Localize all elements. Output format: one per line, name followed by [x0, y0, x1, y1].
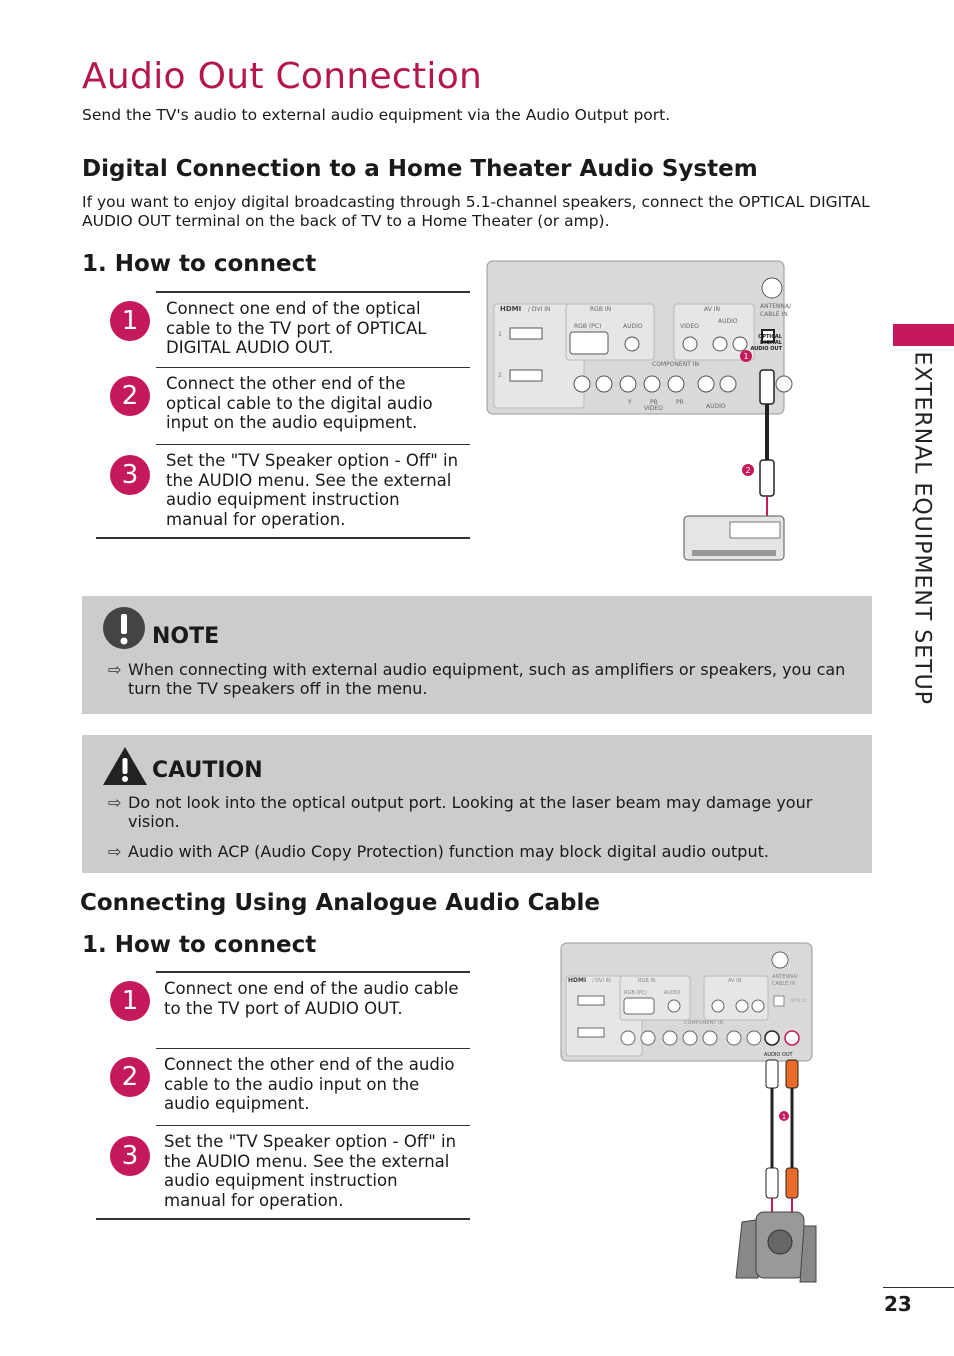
note-heading: NOTE	[152, 624, 220, 649]
optical-plug-device	[760, 460, 774, 496]
rca-plug-white	[766, 1060, 778, 1088]
arrow-icon: ⇨	[108, 793, 122, 812]
analogue-step-3	[121, 1125, 470, 1218]
digital-heading: Digital Connection to a Home Theater Audio System	[82, 156, 758, 182]
optical-connection-diagram	[486, 260, 792, 570]
note-box	[82, 596, 872, 714]
step-text: Set the "TV Speaker option - Off" in the AUDIO menu. See the external audio equipment instruction manual for operation.	[164, 1132, 457, 1210]
digital-intro: If you want to enjoy digital broadcasting through 5.1-channel speakers, connect the OPTICAL DIGITAL AUDIO OUT terminal on the back of TV to a Home Theater (or amp).	[82, 193, 870, 230]
port-number: 2	[498, 372, 502, 379]
speaker-left	[736, 1220, 758, 1278]
pb-label: PB	[650, 399, 658, 406]
divider	[96, 1218, 470, 1220]
page-number: 23	[884, 1292, 912, 1316]
digital-how-to-heading: 1. How to connect	[82, 251, 317, 277]
component-in-label: COMPONENT IN	[652, 361, 700, 368]
audio-out-right-jack	[785, 1031, 799, 1045]
marker-2-label: 2	[745, 466, 751, 475]
vga-port	[570, 332, 608, 354]
dvi-in-label: / DVI IN	[528, 306, 551, 313]
digital-steps	[96, 291, 470, 539]
digital-label: DIGITAL	[759, 340, 782, 346]
rgb-in-label: RGB IN	[590, 306, 612, 313]
av-in-label: AV IN	[728, 978, 742, 984]
page-number-divider	[883, 1287, 954, 1288]
audio-out-label: AUDIO OUT	[764, 1052, 793, 1058]
y-label: Y	[628, 399, 632, 406]
step-text: Set the "TV Speaker option - Off" in the AUDIO menu. See the external audio equipment instruction manual for operation.	[166, 451, 459, 529]
marker-1-label: 1	[743, 352, 749, 361]
analogue-steps	[96, 971, 470, 1220]
analogue-heading: Connecting Using Analogue Audio Cable	[80, 890, 600, 916]
av-in-label: AV IN	[704, 306, 720, 313]
step-number-badge: 3	[110, 455, 150, 495]
audio-label: AUDIO	[706, 403, 726, 410]
hdmi-port-1	[510, 328, 542, 339]
pr-label: PR	[676, 399, 684, 406]
digital-step-1	[121, 291, 470, 367]
optical-label: OPTICAL	[790, 998, 807, 1003]
arrow-icon: ⇨	[108, 660, 122, 679]
antenna-port	[762, 278, 782, 298]
step-number-badge: 1	[110, 301, 150, 341]
analogue-connection-diagram	[560, 942, 816, 1284]
arrow-icon: ⇨	[108, 842, 122, 861]
section-sidebar	[905, 351, 939, 756]
audio-jack	[733, 337, 747, 351]
step-number-badge: 1	[110, 981, 150, 1021]
analogue-step-2	[121, 1048, 470, 1125]
hdmi-logo: HDMI	[568, 977, 587, 984]
rgb-pc-label: RGB (PC)	[624, 990, 647, 996]
audio-label: AUDIO	[623, 323, 643, 330]
analogue-step-1	[121, 971, 470, 1048]
digital-step-2	[121, 367, 470, 444]
marker-1-label: 1	[781, 1113, 787, 1121]
page-subtitle: Send the TV's audio to external audio equipment via the Audio Output port.	[82, 106, 671, 124]
optical-plug-tv	[760, 370, 774, 404]
audio-jack	[713, 337, 727, 351]
port-number: 1	[498, 331, 502, 338]
caution-box	[82, 735, 872, 873]
cable-in-label: CABLE IN	[760, 311, 788, 318]
optical-label: OPTICAL	[758, 334, 782, 340]
step-number-badge: 2	[110, 1057, 150, 1097]
divider	[96, 537, 470, 539]
step-text: Connect one end of the audio cable to the TV port of AUDIO OUT.	[164, 979, 459, 1018]
cable-in-label: CABLE IN	[772, 981, 796, 987]
audio-out-left-jack	[765, 1031, 779, 1045]
dvi-in-label: / DVI IN	[592, 978, 611, 984]
caution-warning-icon	[102, 745, 148, 787]
section-tab	[893, 324, 954, 346]
step-number-badge: 3	[110, 1136, 150, 1176]
step-text: Connect one end of the optical cable to the TV port of OPTICAL DIGITAL AUDIO OUT.	[166, 299, 427, 357]
rgb-in-label: RGB IN	[638, 978, 656, 984]
digital-step-3	[121, 444, 470, 537]
step-text: Connect the other end of the audio cable to the audio input on the audio equipment.	[164, 1055, 455, 1113]
note-exclamation-icon	[102, 606, 146, 650]
step-text: Connect the other end of the optical cable to the digital audio input on the audio equipment.	[166, 374, 433, 432]
note-item: ⇨ When connecting with external audio equipment, such as amplifiers or speakers, you can turn the TV speakers off in the menu.	[108, 660, 846, 698]
step-number-badge: 2	[110, 376, 150, 416]
caution-heading: CAUTION	[152, 758, 263, 783]
antenna-label: ANTENNA/	[760, 303, 792, 310]
section-sidebar-label: EXTERNAL EQUIPMENT SETUP	[909, 351, 935, 705]
audio-jack	[625, 337, 639, 351]
video-label: VIDEO	[644, 405, 664, 412]
audio-label: AUDIO	[718, 318, 738, 325]
rgb-pc-label: RGB (PC)	[574, 323, 602, 330]
video-jack	[683, 337, 697, 351]
video-label: VIDEO	[680, 323, 700, 330]
component-in-label: COMPONENT IN	[684, 1020, 724, 1026]
analogue-how-to-heading: 1. How to connect	[82, 932, 317, 958]
caution-item: ⇨ Audio with ACP (Audio Copy Protection) function may block digital audio output.	[108, 842, 769, 861]
caution-item: ⇨ Do not look into the optical output port. Looking at the laser beam may damage your vision.	[108, 793, 813, 831]
page-title: Audio Out Connection	[82, 56, 483, 97]
antenna-label: ANTENNA/	[772, 974, 798, 980]
hdmi-logo: HDMI	[500, 305, 522, 313]
audio-label: AUDIO	[664, 990, 681, 996]
rca-plug-red	[786, 1060, 798, 1088]
hdmi-port-2	[510, 370, 542, 381]
audio-out-label: AUDIO OUT	[750, 346, 782, 352]
